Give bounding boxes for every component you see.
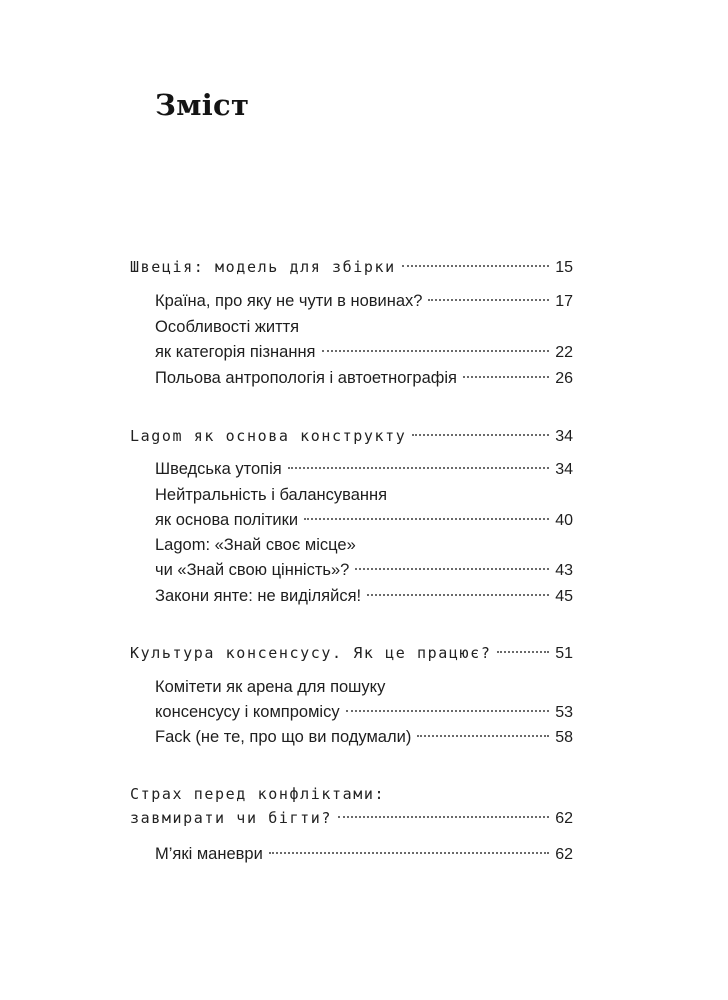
dot-leader [497, 651, 549, 653]
toc-entry[interactable] [155, 728, 573, 752]
toc-entry[interactable] [155, 845, 573, 869]
page-number: 22 [555, 344, 573, 361]
toc-entry[interactable] [155, 703, 573, 727]
dot-leader [322, 350, 550, 352]
toc-entry[interactable] [155, 292, 573, 316]
dot-leader [338, 816, 549, 818]
entry-title: Польова антропологія і автоетнографія [155, 369, 457, 387]
page-number: 26 [555, 370, 573, 387]
chapter-title: Культура консенсусу. Як це працює? [130, 644, 492, 662]
toc-chapter-4[interactable] [130, 809, 573, 833]
entry-title: Комітети як арена для пошуку [155, 678, 386, 696]
dot-leader [428, 299, 549, 301]
entry-title: чи «Знай свою цінність»? [155, 561, 350, 579]
dot-leader [402, 265, 549, 267]
entry-title: Нейтральність і балансування [155, 486, 388, 504]
toc-chapter-3[interactable] [130, 644, 573, 668]
page-number: 53 [555, 704, 573, 721]
chapter-title: Швеція: модель для збірки [130, 258, 396, 276]
chapter-title: Lagom як основа конструкту [130, 427, 407, 445]
entry-title: консенсусу і компромісу [155, 703, 340, 721]
page-number: 62 [555, 810, 573, 827]
toc-chapter-2[interactable] [130, 427, 573, 451]
entry-title: Країна, про яку не чути в новинах? [155, 292, 423, 310]
page-number: 40 [555, 512, 573, 529]
dot-leader [367, 594, 549, 596]
dot-leader [412, 434, 549, 436]
dot-leader [304, 518, 549, 520]
entry-title: як основа політики [155, 511, 299, 529]
page-number: 45 [555, 588, 573, 605]
dot-leader [346, 710, 549, 712]
toc-entry[interactable] [155, 343, 573, 367]
page-number: 34 [555, 428, 573, 445]
entry-title: як категорія пізнання [155, 343, 316, 361]
page-number: 51 [555, 645, 573, 662]
page-number: 58 [555, 729, 573, 746]
dot-leader [417, 735, 549, 737]
entry-title: Шведська утопія [155, 460, 282, 478]
entry-title: Fack (не те, про що ви подумали) [155, 728, 412, 746]
chapter-title: завмирати чи бігти? [130, 809, 332, 827]
dot-leader [355, 568, 549, 570]
page-number: 34 [555, 461, 573, 478]
toc-entry[interactable] [155, 561, 573, 585]
entry-title: М’які маневри [155, 845, 263, 863]
dot-leader [269, 852, 549, 854]
toc-entry[interactable] [155, 460, 573, 484]
toc-entry-line [155, 486, 573, 510]
toc-entry[interactable] [155, 369, 573, 393]
dot-leader [463, 376, 549, 378]
entry-title: Lagom: «Знай своє місце» [155, 536, 356, 554]
page-number: 17 [555, 293, 573, 310]
page-number: 62 [555, 846, 573, 863]
dot-leader [288, 467, 549, 469]
toc-entry-line [155, 678, 573, 702]
chapter-title: Страх перед конфліктами: [130, 785, 386, 803]
page-number: 43 [555, 562, 573, 579]
entry-title: Особливості життя [155, 318, 300, 336]
toc-chapter-1[interactable] [130, 258, 573, 282]
entry-title: Закони янте: не виділяйся! [155, 587, 362, 605]
toc-chapter-4-line [130, 785, 573, 809]
page-number: 15 [555, 259, 573, 276]
toc-entry-line [155, 318, 573, 342]
toc-entry[interactable] [155, 587, 573, 611]
toc-entry-line [155, 536, 573, 560]
page-title: Зміст [155, 88, 250, 122]
toc-entry[interactable] [155, 511, 573, 535]
